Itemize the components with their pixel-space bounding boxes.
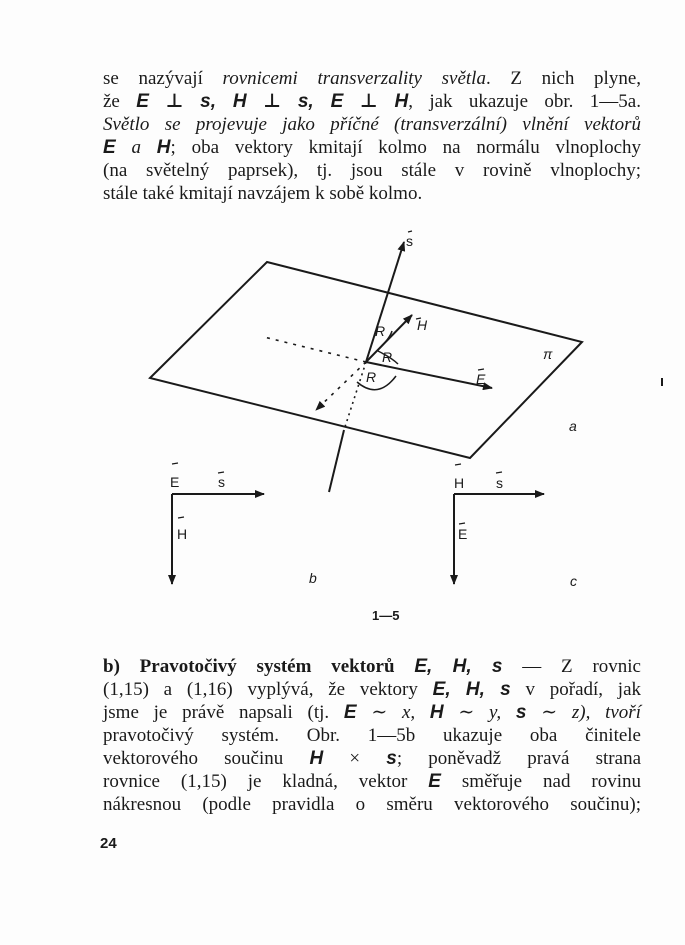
e-label: E [476,371,486,387]
b-h-label: H [177,526,188,542]
p1-line-6: stále také kmitají navzájem k sobě kolmo. [103,183,423,204]
p1-line-5: (na světelný paprsek), tj. jsou stále v rovině vlnoplochy; [103,160,641,181]
s-label: s [406,233,413,249]
p1-line-4: E a H; oba vektory kmitají kolmo na normálu vlnoplochy [103,137,641,158]
c-s-label: s [496,475,503,491]
p2-line-5: vektorového součinu H × s; poněvadž pravá strana [103,748,642,769]
e-dashed-negative [264,337,366,362]
part-a-label: a [569,418,577,434]
p2-line-2: (1,15) a (1,16) vyplývá, že vektory E, H, s v pořadí, jak [103,679,641,700]
b-e-label: E [170,474,180,490]
part-b-label: b [309,570,317,586]
p2-heading-line: b) Pravotočivý systém vektorů E, H, s — Z rovnic [103,656,641,677]
c-h-label: H [454,475,465,491]
p1-line-3: Světlo se projevuje jako příčné (transverzální) vlnění vektorů [103,114,641,135]
part-c-label: c [570,573,577,589]
right-angle-label-2: R [382,349,393,365]
p2-line-4: pravotočivý systém. Obr. 1—5b ukazuje oba činitele [103,725,641,746]
right-angle-arc-3 [357,376,396,390]
b-s-label: s [218,474,225,490]
right-angle-label-1: R [375,323,386,339]
page-number: 24 [100,835,117,852]
p1-line-2: že E ⊥ s, H ⊥ s, E ⊥ H, jak ukazuje obr. 1—5a. [103,91,641,112]
s-axis-hidden [344,362,366,430]
c-e-label: E [458,526,468,542]
e-vector [366,362,492,388]
p2-line-3: jsme je právě napsali (tj. E ∼ x, H ∼ y, s ∼ z), tvoří [103,702,641,723]
p2-line-7: nákresnou (podle pravidla o směru vektorového součinu); [103,794,641,815]
p2-line-6: rovnice (1,15) je kladná, vektor E směřuje nad rovinu [103,771,642,792]
p1-line-1: se nazývají rovnicemi transverzality světla. Z nich plyne, [103,68,641,89]
s-axis-lower [329,430,344,492]
h-label: H [417,317,428,333]
plane-pi-label: π [543,346,553,362]
figure-caption: 1—5 [372,608,400,623]
right-angle-label-3: R [366,369,377,385]
